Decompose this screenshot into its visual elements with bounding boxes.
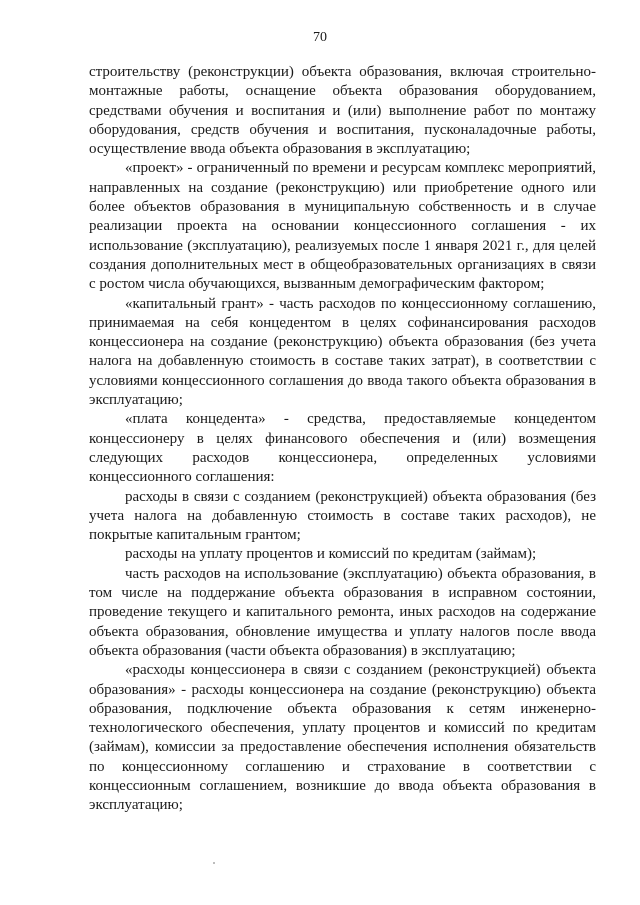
- paragraph-grantor-payment-definition: «плата концедента» - средства, предоставляемые концедентом концессионеру в целях финансового обеспечения и (или) возмещения следующих расходов концессионера, определенных условиями концессионного соглашения:: [89, 411, 596, 486]
- paragraph-concessionaire-costs-definition: «расходы концессионера в связи с созданием (реконструкцией) объекта образования» - расходы концессионера на создание (реконструкцию) объекта образования, подключение объекта образования к сетям инженерно-технологического обеспечения, уплату процентов и комиссий по кредитам (займам), комиссии за предоставление обеспечения исполнения обязательств по концессионному соглашению и страхование в соответствии с концессионным соглашением, возникшие до ввода объекта образования в эксплуатацию;: [89, 662, 596, 814]
- paragraph-operation-costs: часть расходов на использование (эксплуатацию) объекта образования, в том числе на поддержание объекта образования в исправном состоянии, проведение текущего и капитального ремонта, иных расходов на содержание объекта образования, обновление имущества и уплату налогов после ввода объекта образования (части объекта образования) в эксплуатацию;: [89, 565, 596, 659]
- document-body: [89, 63, 596, 816]
- scan-speck: [213, 862, 215, 864]
- paragraph-project-definition: «проект» - ограниченный по времени и ресурсам комплекс мероприятий, направленных на создание (реконструкцию) или приобретение одного или более объектов образования в муниципальную собственность и в случае реализации проекта на основании концессионного соглашения - их использование (эксплуатацию), реализуемых после 1 января 2021 г., для целей создания дополнительных мест в общеобразовательных организациях в связи с ростом числа обучающихся, вызванным демографическим фактором;: [89, 160, 596, 293]
- paragraph-continuation: строительству (реконструкции) объекта образования, включая строительно-монтажные работы, оснащение объекта образования оборудованием, средствами обучения и воспитания и (или) выполнение работ по монтажу оборудования, средств обучения и воспитания, пусконаладочные работы, осуществление ввода объекта образования в эксплуатацию;: [89, 64, 596, 158]
- paragraph-construction-costs: расходы в связи с созданием (реконструкцией) объекта образования (без учета налога на добавленную стоимость в составе таких расходов), не покрытые капитальным грантом;: [89, 488, 596, 544]
- page-number: 70: [313, 30, 327, 45]
- paragraph-interest-costs: расходы на уплату процентов и комиссий по кредитам (займам);: [125, 546, 537, 563]
- paragraph-capital-grant-definition: «капитальный грант» - часть расходов по концессионному соглашению, принимаемая на себя концедентом в целях софинансирования расходов концессионера на создание (реконструкцию) объекта образования (без учета налога на добавленную стоимость в составе таких затрат), в соответствии с условиями концессионного соглашения до ввода такого объекта образования в эксплуатацию;: [89, 295, 596, 409]
